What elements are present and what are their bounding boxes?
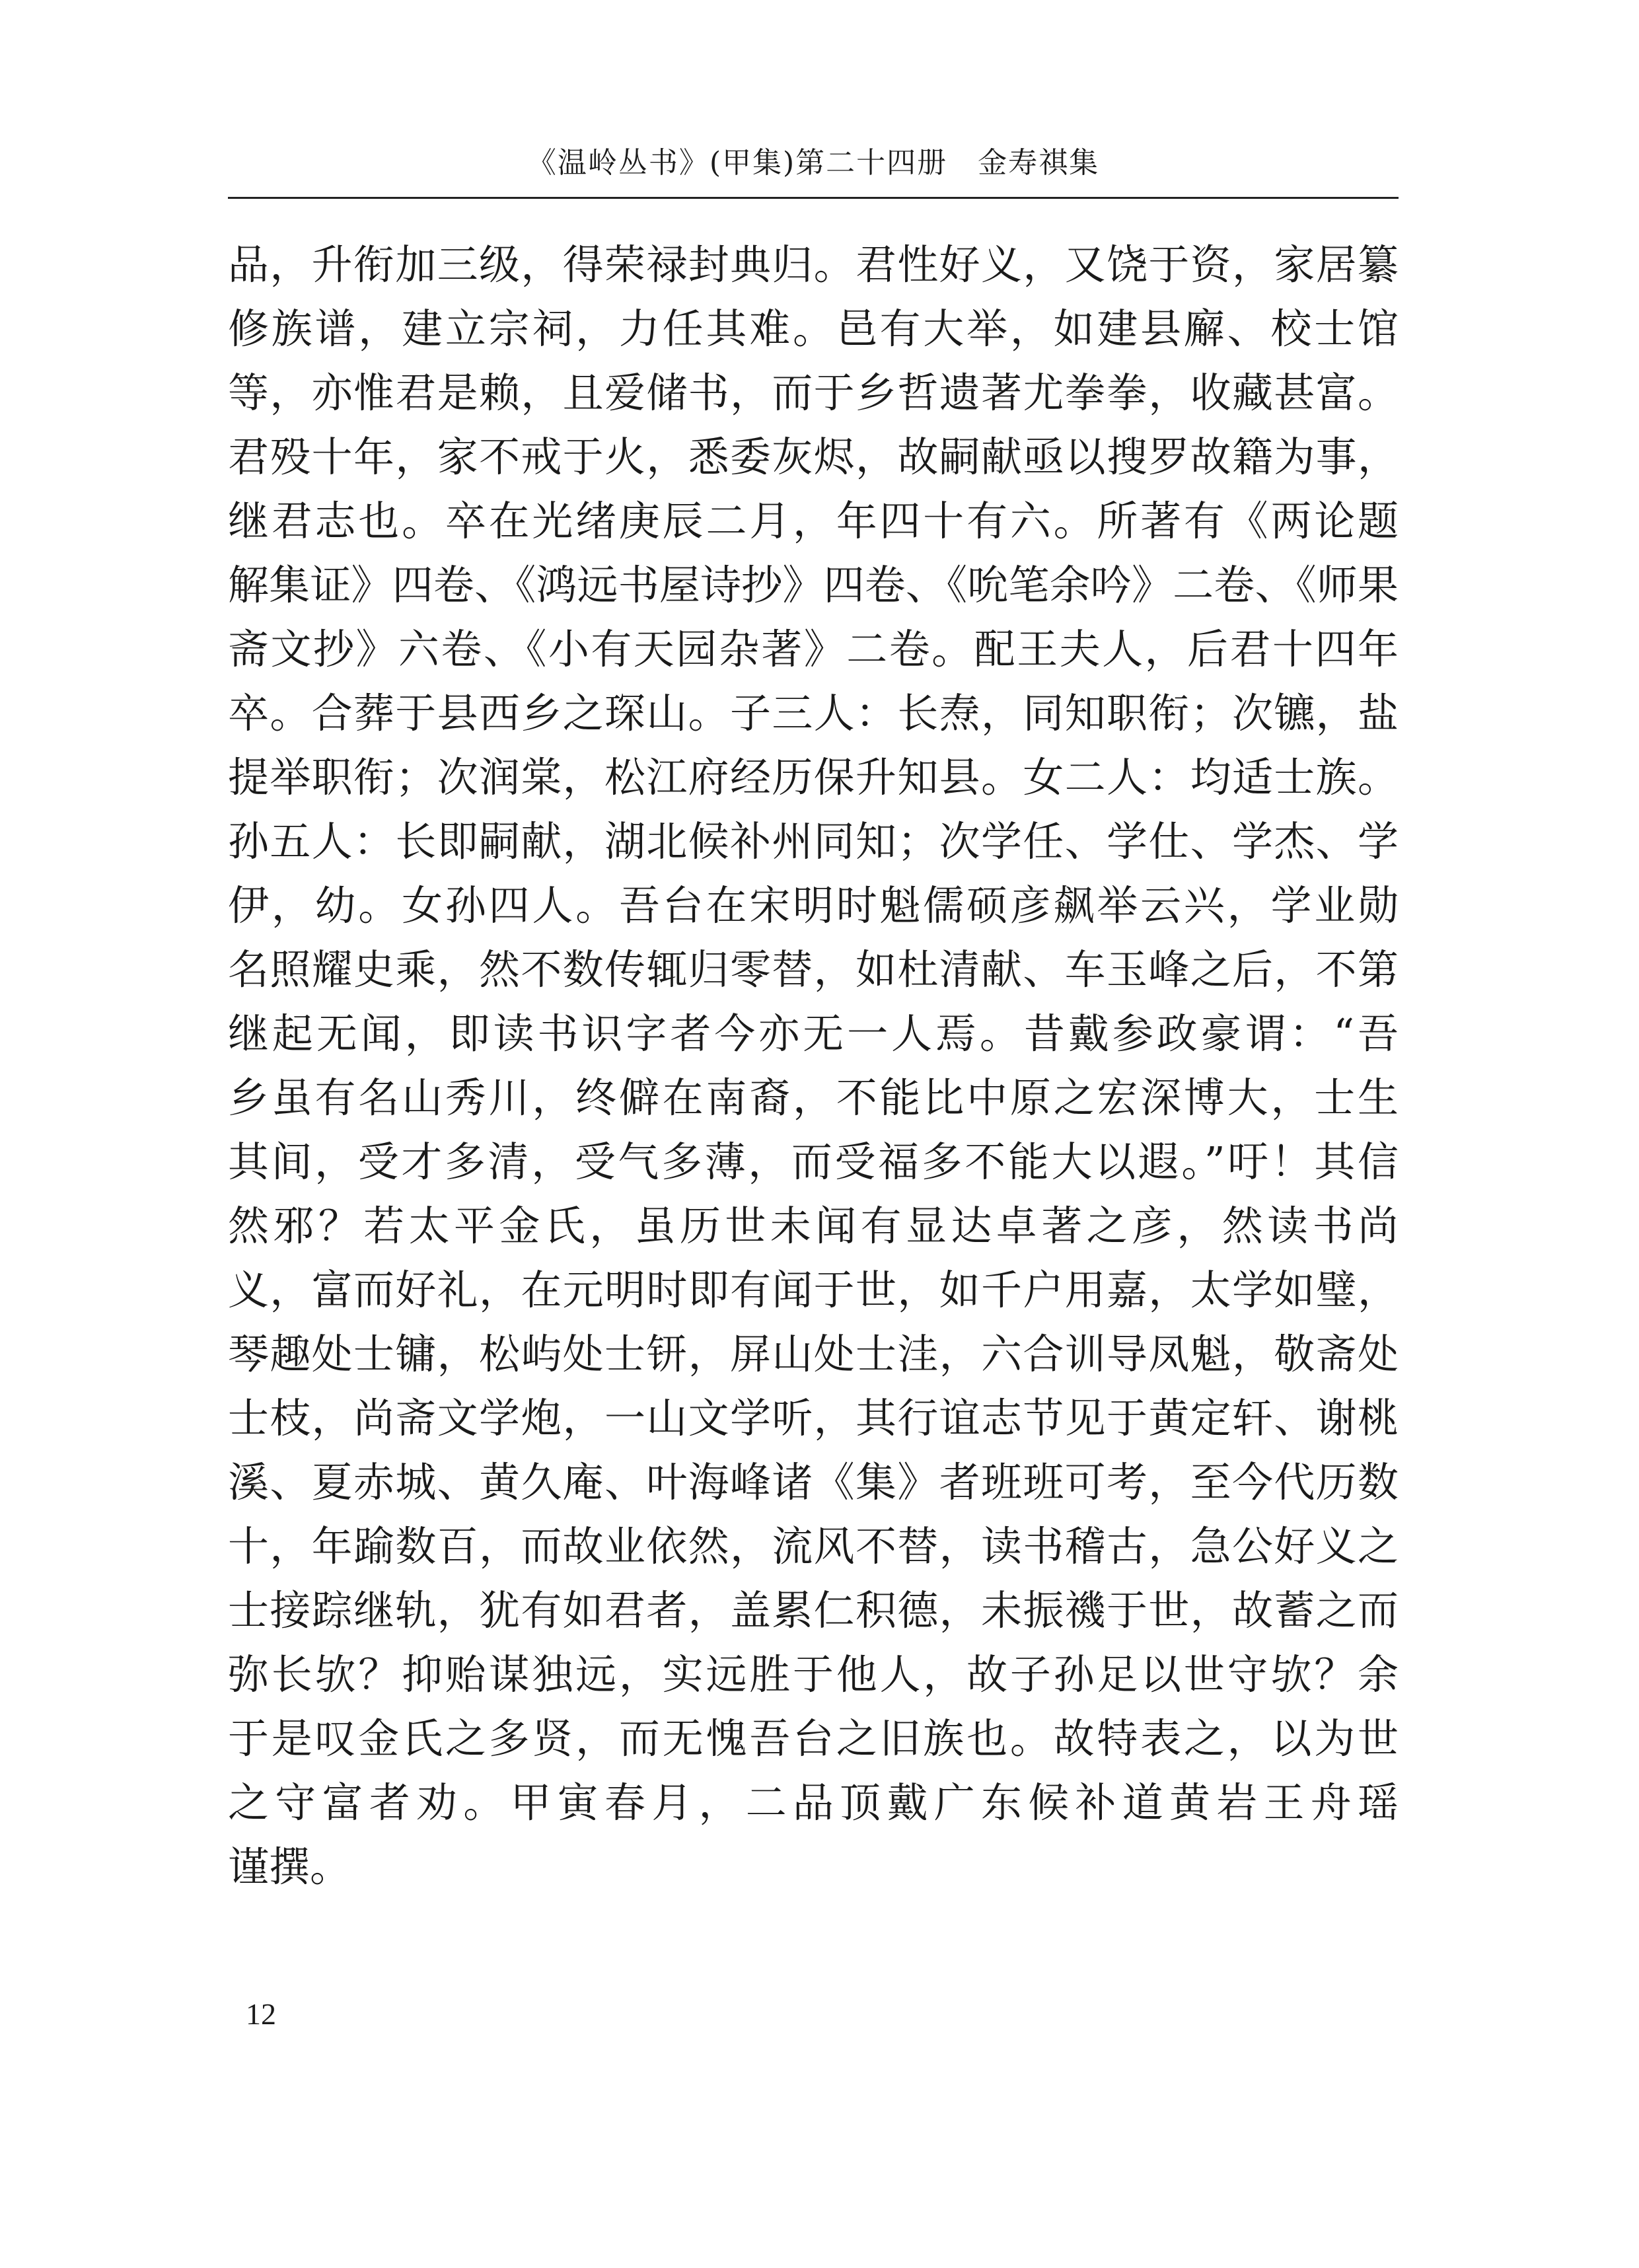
text-line: 然邪？若太平金氏，虽历世未闻有显达卓著之彦，然读书尚 [228, 1202, 1399, 1250]
text-line: 伊，幼。女孙四人。吾台在宋明时魁儒硕彦飙举云兴，学业勋 [228, 881, 1399, 930]
text-line: 继君志也。卒在光绪庚辰二月，年四十有六。所著有《两论题 [228, 497, 1399, 545]
text-line: 其间，受才多清，受气多薄，而受福多不能大以遐。”吁！其信 [228, 1138, 1399, 1186]
text-line: 溪、夏赤城、黄久庵、叶海峰诸《集》者班班可考，至今代历数 [228, 1458, 1399, 1506]
text-line: 之守富者劝。甲寅春月，二品顶戴广东候补道黄岩王舟瑶 [228, 1778, 1399, 1827]
text-line: 义，富而好礼，在元明时即有闻于世，如千户用嘉，太学如璧， [228, 1266, 1399, 1314]
text-line: 十，年踰数百，而故业依然，流风不替，读书稽古，急公好义之 [228, 1522, 1399, 1570]
text-line: 君殁十年，家不戒于火，悉委灰烬，故嗣献亟以搜罗故籍为事， [228, 433, 1399, 481]
text-line: 名照耀史乘，然不数传辄归零替，如杜清献、车玉峰之后，不第 [228, 945, 1399, 994]
page-number: 12 [246, 1997, 276, 2031]
text-line: 解集证》四卷、《鸿远书屋诗抄》四卷、《吮笔余吟》二卷、《师果 [228, 561, 1399, 609]
running-header: 《温岭丛书》(甲集)第二十四册 金寿祺集 [527, 146, 1100, 180]
text-line: 提举职衔；次润棠，松江府经历保升知县。女二人：均适士族。 [228, 753, 1399, 801]
text-line: 乡虽有名山秀川，终僻在南裔，不能比中原之宏深博大，士生 [228, 1074, 1399, 1122]
text-line: 弥长欤？抑贻谋独远，实远胜于他人，故子孙足以世守欤？余 [228, 1650, 1399, 1699]
text-line: 斋文抄》六卷、《小有天园杂著》二卷。配王夫人，后君十四年 [228, 625, 1399, 673]
text-line: 品，升衔加三级，得荣禄封典归。君性好义，又饶于资，家居纂 [228, 240, 1399, 289]
text-line-last: 谨撰。 [228, 1843, 351, 1891]
text-line: 琴趣处士镛，松屿处士钘，屏山处士洼，六合训导凤魁，敬斋处 [228, 1330, 1399, 1378]
text-line: 修族谱，建立宗祠，力任其难。邑有大举，如建县廨、校士馆 [228, 305, 1399, 353]
text-line: 孙五人：长即嗣献，湖北候补州同知；次学任、学仕、学杰、学 [228, 817, 1399, 865]
body-text [228, 233, 1399, 1899]
text-line: 等，亦惟君是赖，且爱储书，而于乡哲遗著尤拳拳，收藏甚富。 [228, 369, 1399, 417]
text-line: 卒。合葬于县西乡之琛山。子三人：长焘，同知职衔；次镳，盐 [228, 689, 1399, 737]
header-rule [228, 197, 1399, 199]
text-line: 士接踪继轨，犹有如君者，盖累仁积德，未振禨于世，故蓄之而 [228, 1586, 1399, 1634]
text-line: 继起无闻，即读书识字者今亦无一人焉。昔戴参政豪谓：“吾 [228, 1009, 1399, 1058]
text-line: 于是叹金氏之多贤，而无愧吾台之旧族也。故特表之，以为世 [228, 1714, 1399, 1763]
text-line: 士枝，尚斋文学炮，一山文学听，其行谊志节见于黄定轩、谢桃 [228, 1394, 1399, 1442]
